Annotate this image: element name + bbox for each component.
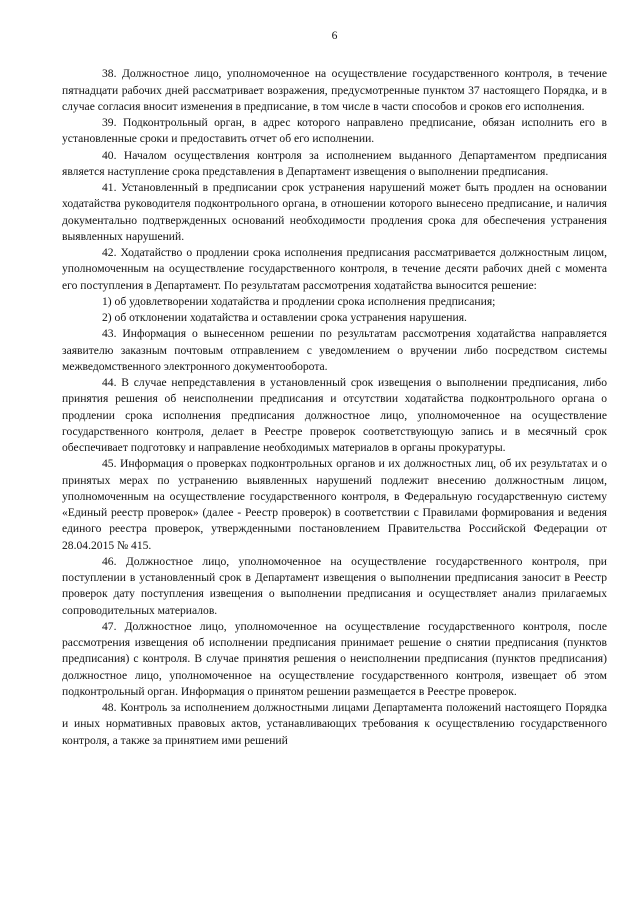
paragraph-42-item-1: 1) об удовлетворении ходатайства и продлении срока исполнения предписания;: [102, 294, 496, 308]
paragraph-45: 45. Информация о проверках подконтрольных органов и их должностных лиц, об их результатах и о принятых мерах по устранению выявленных нарушений подлежит внесению должностным лицом, уполномоченным на осуществление государственного контроля, в Федеральную государственную систему «Единый реестр проверок» (далее - Реестр проверок) в соответствии с Правилами формирования и ведения единого реестра проверок, утвержденными постановлением Правительства Российской Федерации от 28.04.2015 № 415.: [62, 457, 607, 552]
paragraph-41: 41. Установленный в предписании срок устранения нарушений может быть продлен на основании ходатайства руководителя подконтрольного органа, в отношении которого вынесено предписание, и наличия документально подтвержденных оснований необходимости продления срока для обеспечения устранения выявленных нарушений.: [62, 181, 607, 243]
page-number: 6: [331, 29, 338, 42]
document-page: [62, 28, 607, 749]
paragraph-46: 46. Должностное лицо, уполномоченное на осуществление государственного контроля, при поступлении в установленный срок в Департамент извещения о выполнении предписания заносит в Реестр проверок дату поступления извещения о выполнении предписания и осуществляет анализ прилагаемых сопроводительных материалов.: [62, 554, 607, 617]
paragraph-40: 40. Началом осуществления контроля за исполнением выданного Департаментом предписания является наступление срока представления в Департамент извещения о выполнении предписания.: [62, 148, 607, 178]
paragraph-42: 42. Ходатайство о продлении срока исполнения предписания рассматривается должностным лицом, уполномоченным на осуществление государственного контроля, в течение десяти рабочих дней с момента его поступления в Департамент. По результатам рассмотрения ходатайства выносится решение:: [62, 246, 607, 292]
paragraph-48: 48. Контроль за исполнением должностными лицами Департамента положений настоящего Порядка и иных нормативных правовых актов, устанавливающих требования к осуществлению государственного контроля, а также за принятием ими решений: [62, 701, 607, 747]
paragraph-38: 38. Должностное лицо, уполномоченное на осуществление государственного контроля, в течение пятнадцати рабочих дней рассматривает возражения, предусмотренные пунктом 37 настоящего Порядка, и в случае согласия вносит изменения в предписание, в том числе в части способов и сроков его исполнения.: [62, 67, 607, 113]
paragraph-39: 39. Подконтрольный орган, в адрес которого направлено предписание, обязан исполнить его в установленные сроки и предоставить отчет об его исполнении.: [62, 116, 607, 146]
paragraph-44: 44. В случае непредставления в установленный срок извещения о выполнении предписания, либо принятия решения об неисполнении предписания и отсутствии ходатайства подконтрольного органа о продлении срока исполнения предписания должностное лицо, уполномоченное на осуществление государственного контроля, делает в Реестре проверок соответствующую запись и в месячный срок обеспечивает подготовку и направление необходимых материалов в органы прокуратуры.: [62, 376, 607, 454]
paragraph-43: 43. Информация о вынесенном решении по результатам рассмотрения ходатайства направляется заявителю заказным почтовым отправлением с уведомлением о вручении либо посредством системы межведомственного электронного документооборота.: [62, 327, 607, 373]
paragraph-42-item-2: 2) об отклонении ходатайства и оставлении срока устранения нарушения.: [102, 311, 467, 324]
paragraph-47: 47. Должностное лицо, уполномоченное на осуществление государственного контроля, после рассмотрения извещения об исполнении предписания принимает решение о снятии предписания (пунктов предписания) с контроля. В случае принятия решения о неисполнении предписания (пунктов предписания) должностное лицо, уполномоченное на осуществление государственного контроля, извещает об этом подконтрольный орган. Информация о принятом решении размещается в Реестре проверок.: [62, 619, 607, 698]
